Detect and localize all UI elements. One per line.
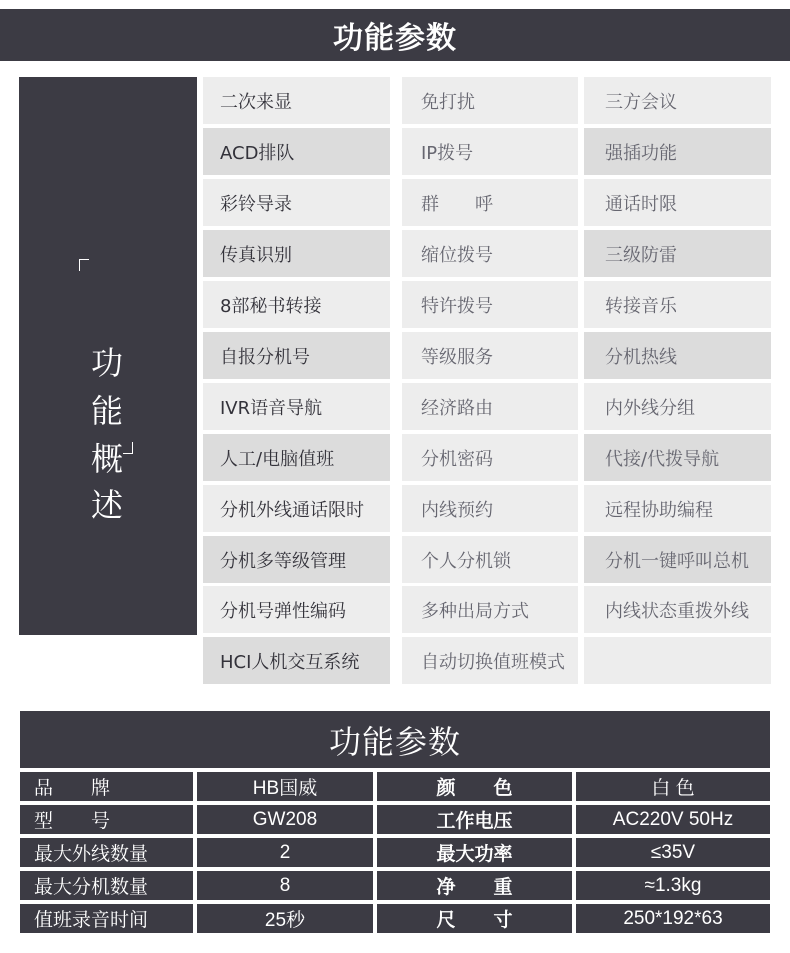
spec-value: ≤35V [576, 838, 770, 867]
feature-cell: 特许拨号 [402, 281, 578, 328]
feature-cell: 三方会议 [584, 77, 771, 124]
spec-value: 8 [197, 871, 373, 900]
feature-cell [584, 637, 771, 684]
feature-cell: IP拨号 [402, 128, 578, 175]
feature-cell: 多种出局方式 [402, 586, 578, 633]
feature-cell: 分机一键呼叫总机 [584, 536, 771, 583]
spec-label: 值班录音时间 [20, 904, 193, 933]
feature-cell: 远程协助编程 [584, 485, 771, 532]
spec-label: 最大功率 [377, 838, 572, 867]
spec-label: 最大外线数量 [20, 838, 193, 867]
spec-title-banner [20, 711, 770, 768]
feature-cell: 强插功能 [584, 128, 771, 175]
corner-bracket-bottom-right [123, 442, 133, 454]
spec-value: GW208 [197, 805, 373, 834]
feature-cell: 内外线分组 [584, 383, 771, 430]
spec-value: ≈1.3kg [576, 871, 770, 900]
feature-cell: 转接音乐 [584, 281, 771, 328]
feature-cell: HCI人机交互系统 [203, 637, 390, 684]
overview-char: 概 [90, 440, 123, 478]
feature-cell: 内线状态重拨外线 [584, 586, 771, 633]
feature-cell: 分机号弹性编码 [203, 586, 390, 633]
feature-cell: 传真识别 [203, 230, 390, 277]
feature-cell: 分机多等级管理 [203, 536, 390, 583]
feature-cell: 自报分机号 [203, 332, 390, 379]
feature-cell: 分机热线 [584, 332, 771, 379]
feature-cell: 经济路由 [402, 383, 578, 430]
spec-label: 颜 色 [377, 772, 572, 801]
feature-cell: 自动切换值班模式 [402, 637, 578, 684]
spec-label: 品 牌 [20, 772, 193, 801]
feature-cell: 代接/代拨导航 [584, 434, 771, 481]
feature-cell: 8部秘书转接 [203, 281, 390, 328]
feature-cell: 群 呼 [402, 179, 578, 226]
overview-char: 能 [90, 392, 123, 430]
overview-char: 功 [90, 344, 123, 382]
feature-cell: ACD排队 [203, 128, 390, 175]
feature-cell: IVR语音导航 [203, 383, 390, 430]
overview-char: 述 [90, 486, 123, 524]
page-title-banner [0, 9, 790, 61]
spec-label: 尺 寸 [377, 904, 572, 933]
corner-bracket-top-left [79, 259, 89, 271]
feature-cell: 通话时限 [584, 179, 771, 226]
page-title: 功能参数 [333, 21, 457, 56]
spec-value: 25秒 [197, 904, 373, 933]
feature-cell: 三级防雷 [584, 230, 771, 277]
feature-cell: 免打扰 [402, 77, 578, 124]
feature-cell: 彩铃导录 [203, 179, 390, 226]
spec-value: AC220V 50Hz [576, 805, 770, 834]
spec-title: 功能参数 [328, 722, 461, 761]
feature-cell: 内线预约 [402, 485, 578, 532]
feature-cell: 分机外线通话限时 [203, 485, 390, 532]
spec-value: HB国威 [197, 772, 373, 801]
spec-label: 最大分机数量 [20, 871, 193, 900]
feature-cell: 个人分机锁 [402, 536, 578, 583]
spec-label: 型 号 [20, 805, 193, 834]
spec-value: 250*192*63 [576, 904, 770, 933]
spec-value: 2 [197, 838, 373, 867]
spec-label: 净 重 [377, 871, 572, 900]
feature-cell: 人工/电脑值班 [203, 434, 390, 481]
overview-side-panel [19, 77, 197, 635]
feature-cell: 分机密码 [402, 434, 578, 481]
spec-value: 白 色 [576, 772, 770, 801]
feature-cell: 缩位拨号 [402, 230, 578, 277]
spec-label: 工作电压 [377, 805, 572, 834]
feature-cell: 等级服务 [402, 332, 578, 379]
feature-cell: 二次来显 [203, 77, 390, 124]
